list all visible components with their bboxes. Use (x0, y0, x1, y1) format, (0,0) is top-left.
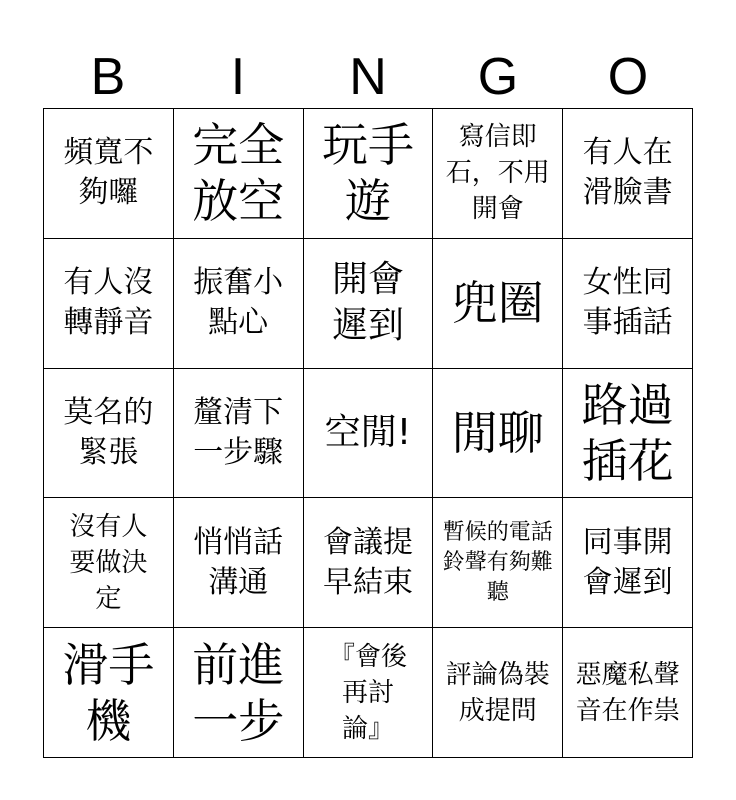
bingo-cell[interactable] (433, 628, 563, 758)
header-letter-b: B (90, 48, 126, 106)
cell-text: 悄悄話溝通 (193, 524, 284, 600)
cell-text: 兜圈 (451, 276, 544, 331)
bingo-cell[interactable] (433, 109, 563, 239)
bingo-cell[interactable] (44, 239, 174, 369)
bingo-cell[interactable] (304, 109, 434, 239)
cell-text: 女性同事插話 (582, 265, 673, 341)
cell-text: 玩手遊 (321, 118, 414, 229)
cell-text: 同事開會遲到 (582, 524, 673, 600)
bingo-cell[interactable] (433, 498, 563, 628)
bingo-cell[interactable] (44, 628, 174, 758)
cell-text: 閒聊 (451, 405, 544, 460)
bingo-cell[interactable] (563, 239, 693, 369)
header-letter-i: I (230, 48, 246, 106)
bingo-cell[interactable] (44, 498, 174, 628)
bingo-cell[interactable] (433, 239, 563, 369)
cell-text: 頻寬不夠囉 (63, 135, 154, 211)
cell-text: 會議提早結束 (322, 524, 413, 600)
cell-text: 開會遲到 (331, 259, 404, 347)
header-letter-n: N (349, 48, 387, 106)
cell-text: 完全放空 (192, 118, 285, 229)
cell-text: 有人在滑臉書 (582, 135, 673, 211)
bingo-cell[interactable] (563, 628, 693, 758)
bingo-cell[interactable] (563, 369, 693, 499)
header-letter-o: O (607, 48, 649, 106)
cell-text: 沒有人要做決定 (69, 511, 148, 614)
bingo-cell[interactable] (433, 369, 563, 499)
cell-text: 釐清下一步驟 (193, 394, 284, 470)
cell-text: 振奮小點心 (193, 265, 284, 341)
cell-text: 路過插花 (581, 377, 674, 488)
cell-text: 寫信即石，不用開會 (445, 122, 550, 225)
cell-text: 有人沒轉靜音 (63, 265, 154, 341)
cell-text: 前進一步 (192, 637, 285, 748)
bingo-cell[interactable] (174, 628, 304, 758)
cell-text: 空閒! (324, 411, 412, 453)
bingo-cell[interactable] (563, 498, 693, 628)
bingo-cell[interactable] (174, 498, 304, 628)
bingo-cell[interactable] (304, 628, 434, 758)
bingo-cell[interactable] (174, 369, 304, 499)
cell-text: 『會後再討論』 (328, 641, 407, 744)
bingo-cell[interactable] (304, 369, 434, 499)
cell-text: 評論偽裝成提問 (445, 659, 550, 726)
cell-text: 滑手機 (62, 637, 155, 748)
cell-text: 莫名的緊張 (63, 394, 154, 470)
bingo-cell[interactable] (174, 109, 304, 239)
bingo-grid (43, 108, 693, 758)
bingo-cell[interactable] (174, 239, 304, 369)
header-letter-g: G (477, 48, 519, 106)
bingo-cell[interactable] (563, 109, 693, 239)
bingo-cell[interactable] (44, 109, 174, 239)
bingo-header (43, 48, 693, 106)
bingo-cell[interactable] (44, 369, 174, 499)
bingo-cell[interactable] (304, 498, 434, 628)
cell-text: 惡魔私聲音在作祟 (575, 659, 680, 726)
cell-text: 暫候的電話鈴聲有夠難聽 (442, 519, 553, 605)
bingo-cell[interactable] (304, 239, 434, 369)
